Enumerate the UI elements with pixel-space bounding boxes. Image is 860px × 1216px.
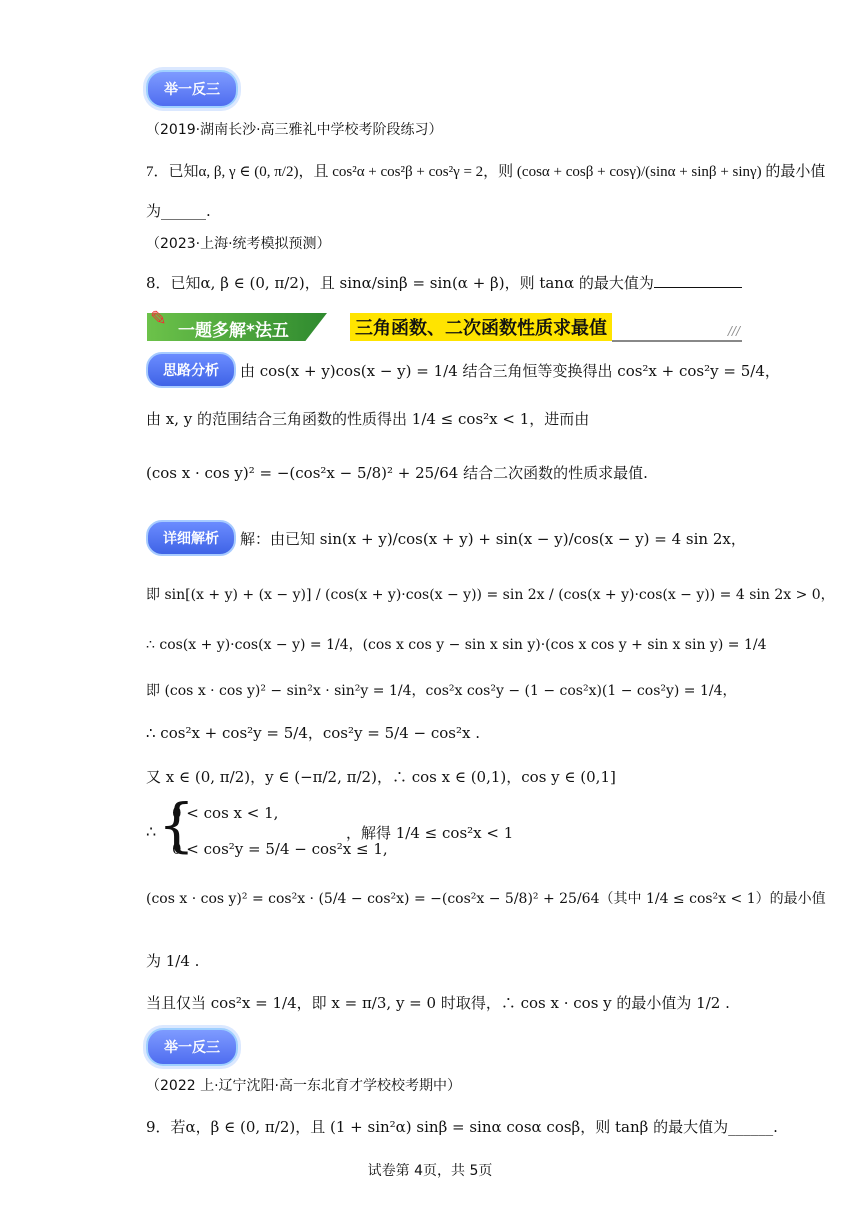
system-row-2: 0 < cos²y = 5/4 − cos²x ≤ 1, (172, 840, 388, 858)
solution-line-3: ∴ cos(x + y)·cos(x − y) = 1/4，(cos x cos y − sin x sin y)·(cos x cos y + sin x sin y) = 1/4 (146, 637, 767, 653)
solution-tag-label: 详细解析 (163, 531, 219, 547)
pencil-icon: ✎ (150, 306, 167, 330)
q9-source: （2022 上·辽宁沈阳·高一东北育才学校校考期中） (146, 1078, 461, 1094)
q7-question: 7．已知α, β, γ ∈ (0, π/2)，且 cos²α + cos²β + cos²γ = 2，则 (cosα + cosβ + cosγ)/(sinα + sinβ + sinγ) 的最小值 (146, 164, 826, 180)
solution-tag (146, 520, 236, 556)
analysis-line-3: (cos x · cos y)² = −(cos²x − 5/8)² + 25/64 结合二次函数的性质求最值. (146, 464, 648, 482)
banner-divider (612, 340, 742, 342)
analysis-tag-label: 思路分析 (163, 363, 219, 379)
analysis-line-2: 由 x, y 的范围结合三角函数的性质得出 1/4 ≤ cos²x < 1，进而由 (146, 410, 590, 428)
solution-line-1: 解：由已知 sin(x + y)/cos(x + y) + sin(x − y)/cos(x − y) = 4 sin 2x， (240, 530, 746, 548)
solution-line-8: (cos x · cos y)² = cos²x · (5/4 − cos²x) = −(cos²x − 5/8)² + 25/64（其中 1/4 ≤ cos²x < 1）的最小值 (146, 891, 826, 907)
q8-source: （2023·上海·统考模拟预测） (146, 236, 331, 252)
system-brace: { (158, 791, 195, 859)
banner-mark: /// (728, 324, 741, 338)
solution-line-6: 又 x ∈ (0, π/2)，y ∈ (−π/2, π/2)，∴ cos x ∈ (0,1)，cos y ∈ (0,1] (146, 768, 616, 786)
q9-question: 9．若α，β ∈ (0, π/2)，且 (1 + sin²α) sinβ = sinα cosα cosβ，则 tanβ 的最大值为______. (146, 1118, 778, 1136)
method-banner-title: 三角函数、二次函数性质求最值 (350, 313, 612, 341)
page-footer: 试卷第 4页，共 5页 (367, 1163, 493, 1179)
method-banner-label: 一题多解*法五 (178, 321, 289, 341)
example-badge-2 (146, 1028, 238, 1066)
solution-line-10: 当且仅当 cos²x = 1/4，即 x = π/3, y = 0 时取得，∴ cos x · cos y 的最小值为 1/2 . (146, 994, 730, 1012)
analysis-line-1: 由 cos(x + y)cos(x − y) = 1/4 结合三角恒等变换得出 cos²x + cos²y = 5/4， (240, 362, 780, 380)
system-result: ，解得 1/4 ≤ cos²x < 1 (346, 824, 514, 842)
solution-line-4: 即 (cos x · cos y)² − sin²x · sin²y = 1/4，cos²x cos²y − (1 − cos²x)(1 − cos²y) = 1/4， (146, 683, 737, 699)
system-row-1: 0 < cos x < 1, (172, 804, 279, 822)
therefore-symbol: ∴ (146, 822, 157, 841)
q8-answer-blank (654, 273, 742, 288)
analysis-tag (146, 352, 236, 388)
solution-line-2: 即 sin[(x + y) + (x − y)] / (cos(x + y)·cos(x − y)) = sin 2x / (cos(x + y)·cos(x − y)) = 4 sin 2x > 0， (146, 587, 835, 603)
example-badge-2-label: 举一反三 (164, 1040, 220, 1056)
q8-question (146, 272, 742, 293)
q8-question-text: 8．已知α, β ∈ (0, π/2)，且 sinα/sinβ = sin(α + β)，则 tanα 的最大值为 (146, 274, 654, 292)
example-badge (146, 70, 238, 108)
solution-line-5: ∴ cos²x + cos²y = 5/4，cos²y = 5/4 − cos²x . (146, 724, 480, 742)
example-badge-label: 举一反三 (164, 82, 220, 98)
solution-line-9: 为 1/4 . (146, 952, 200, 970)
q7-question-end: 为______. (146, 202, 211, 220)
q7-source: （2019·湖南长沙·高三雅礼中学校考阶段练习） (146, 122, 443, 138)
